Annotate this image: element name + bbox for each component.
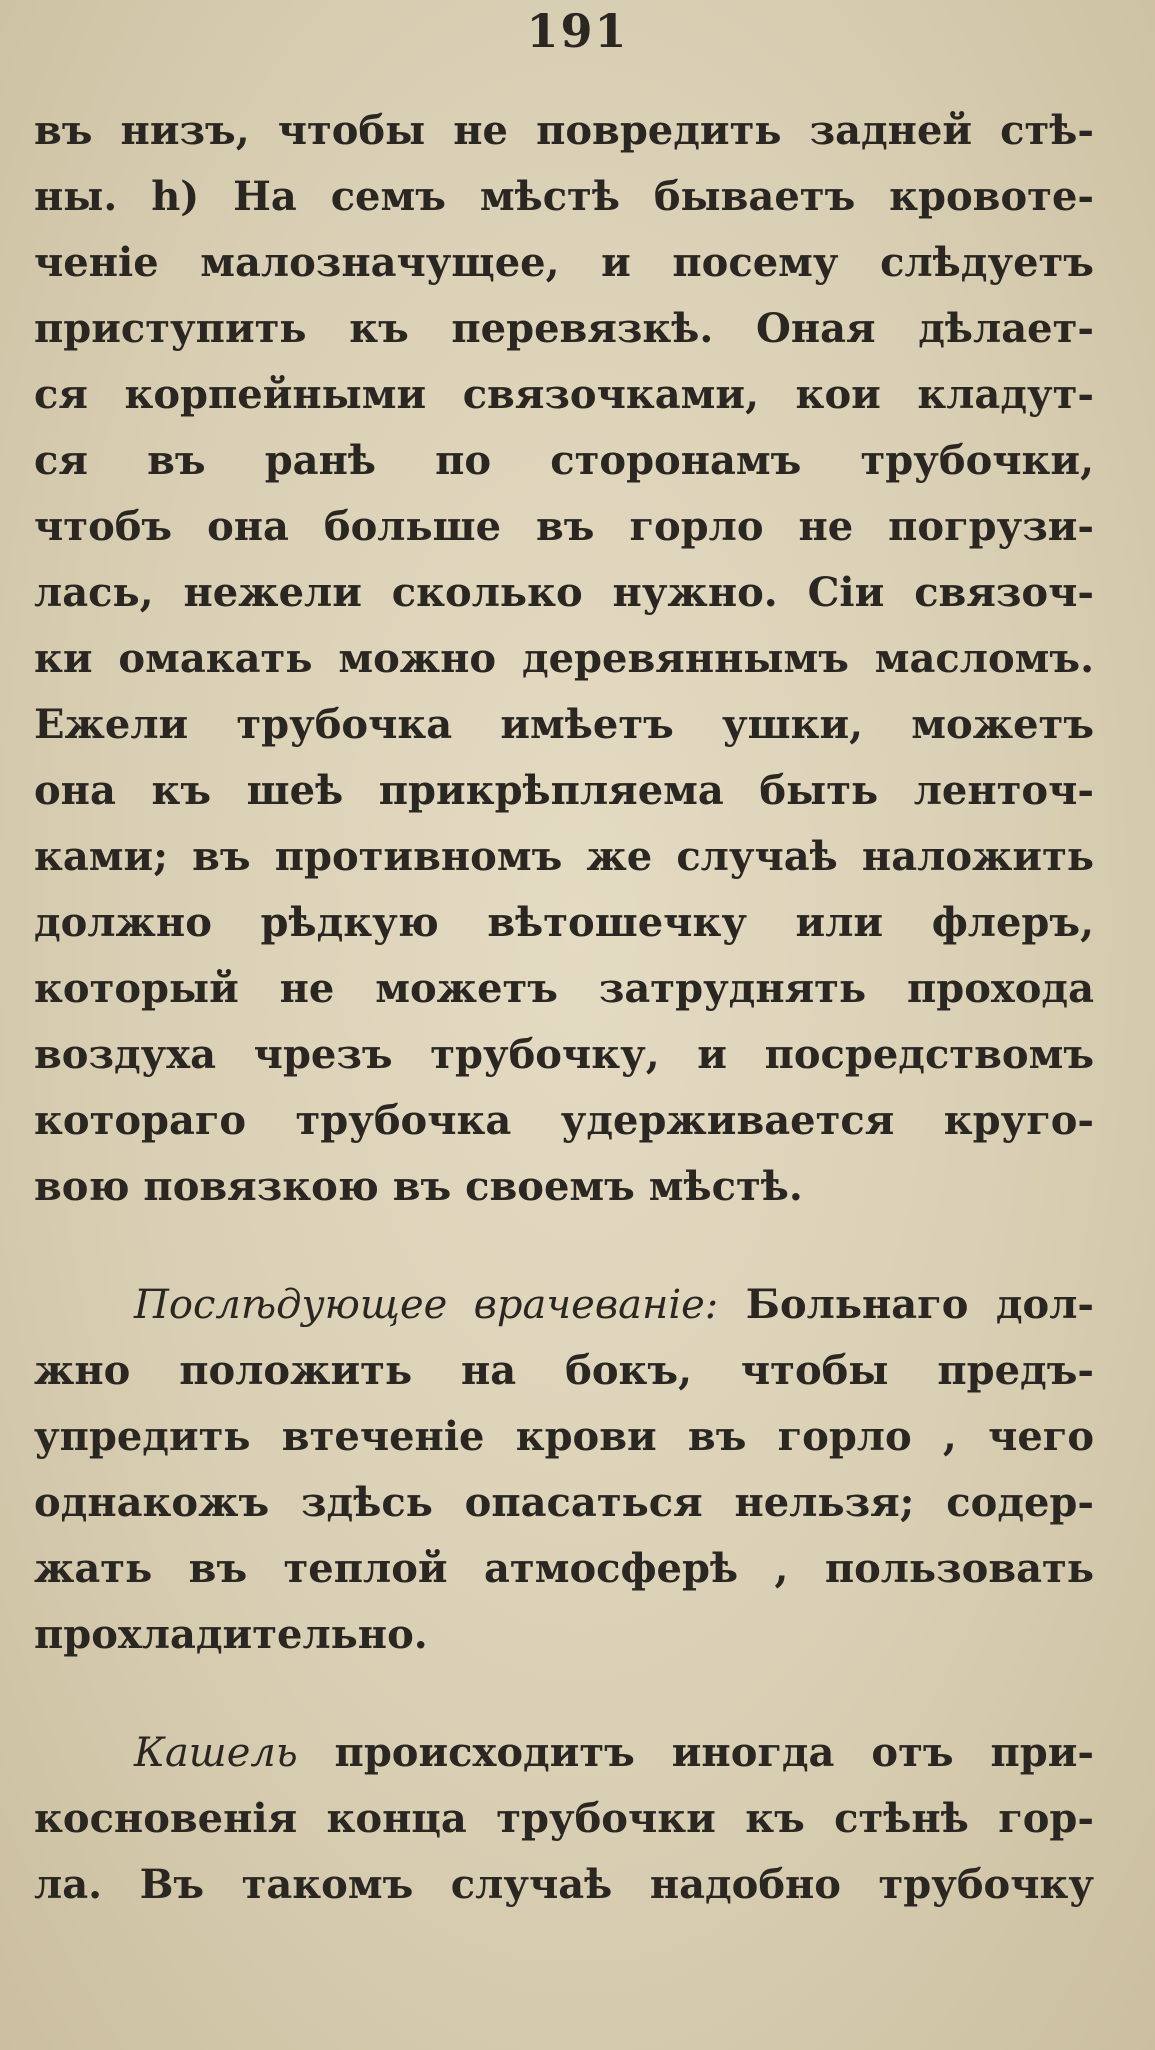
text-line: ками; въ противномъ же случаѣ наложить <box>34 833 1094 880</box>
text-line: вою повязкою въ своемъ мѣстѣ. <box>34 1163 803 1210</box>
text-line: ки омакать можно деревяннымъ масломъ. <box>34 635 1094 682</box>
text-line: жно положить на бокъ, чтобы предъ- <box>34 1347 1094 1394</box>
line-rest: Больнаго дол- <box>718 1281 1094 1328</box>
body-text <box>34 98 1094 1918</box>
paragraph-2-first-line <box>34 1272 1094 1338</box>
text-line: ся въ ранѣ по сторонамъ трубочки, <box>34 437 1094 484</box>
text-line: котораго трубочка удерживается круго- <box>34 1097 1094 1144</box>
paragraph-gap <box>34 1220 1094 1272</box>
text-line: ны. h) На семъ мѣстѣ бываетъ кровоте- <box>34 173 1094 220</box>
text-line: однакожъ здѣсь опасаться нельзя; содер- <box>34 1479 1094 1526</box>
paragraph-3-first-line <box>34 1720 1094 1786</box>
text-line: косновенія конца трубочки къ стѣнѣ гор- <box>34 1795 1094 1842</box>
text-line: ся корпейными связочками, кои кладут- <box>34 371 1094 418</box>
text-line: ла. Въ такомъ случаѣ надобно трубочку <box>34 1861 1094 1908</box>
text-line: должно рѣдкую вѣтошечку или флеръ, <box>34 899 1094 946</box>
text-line: приступить къ перевязкѣ. Оная дѣлает- <box>34 305 1094 352</box>
paragraph-gap <box>34 1668 1094 1720</box>
text-line: воздуха чрезъ трубочку, и посредствомъ <box>34 1031 1094 1078</box>
text-line: который не можетъ затруднять прохода <box>34 965 1094 1012</box>
text-line: Ежели трубочка имѣетъ ушки, можетъ <box>34 701 1094 748</box>
page-number: 191 <box>526 4 629 58</box>
italic-heading: Кашель <box>134 1730 298 1776</box>
text-line: жать въ теплой атмосферѣ , пользовать <box>34 1545 1094 1592</box>
text-line: упредить втеченіе крови въ горло , чего <box>34 1413 1094 1460</box>
text-line: въ низъ, чтобы не повредить задней стѣ- <box>34 107 1094 154</box>
italic-heading: Послѣдующее врачеваніе: <box>134 1282 719 1328</box>
text-line: ченіе малозначущее, и посему слѣдуетъ <box>34 239 1094 286</box>
text-line: прохладительно. <box>34 1611 428 1658</box>
text-line: чтобъ она больше въ горло не погрузи- <box>34 503 1094 550</box>
text-line: лась, нежели сколько нужно. Сіи связоч- <box>34 569 1094 616</box>
line-rest: происходитъ иногда отъ при- <box>297 1729 1094 1776</box>
text-line: она къ шеѣ прикрѣпляема быть ленточ- <box>34 767 1094 814</box>
